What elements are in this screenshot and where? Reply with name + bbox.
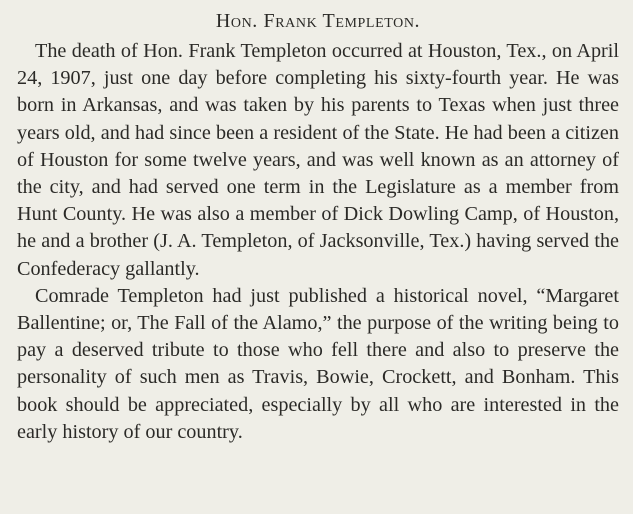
article-body	[17, 38, 619, 446]
paragraph-2: Comrade Templeton had just published a historical novel, “Margaret Ballentine; or, The Fall of the Alamo,” the purpose of the writing being to pay a deserved tribute to those who fell there and also to preserve the personality of such men as Travis, Bowie, Crockett, and Bonham. This book should be appreciated, especially by all who are interested in the early history of our country.	[17, 284, 619, 443]
paragraph-1: The death of Hon. Frank Templeton occurred at Houston, Tex., on April 24, 1907, just one day before completing his sixty-fourth year. He was born in Arkansas, and was taken by his parents to Texas when just three years old, and had since been a resident of the State. He had been a citizen of Houston for some twelve years, and was well known as an attorney of the city, and had served one term in the Legislature as a member from Hunt County. He was also a member of Dick Dowling Camp, of Houston, he and a brother (J. A. Templeton, of Jacksonville, Tex.) having served the Confederacy gallantly.	[17, 40, 619, 280]
article-title: Hon. Frank Templeton.	[215, 10, 421, 32]
